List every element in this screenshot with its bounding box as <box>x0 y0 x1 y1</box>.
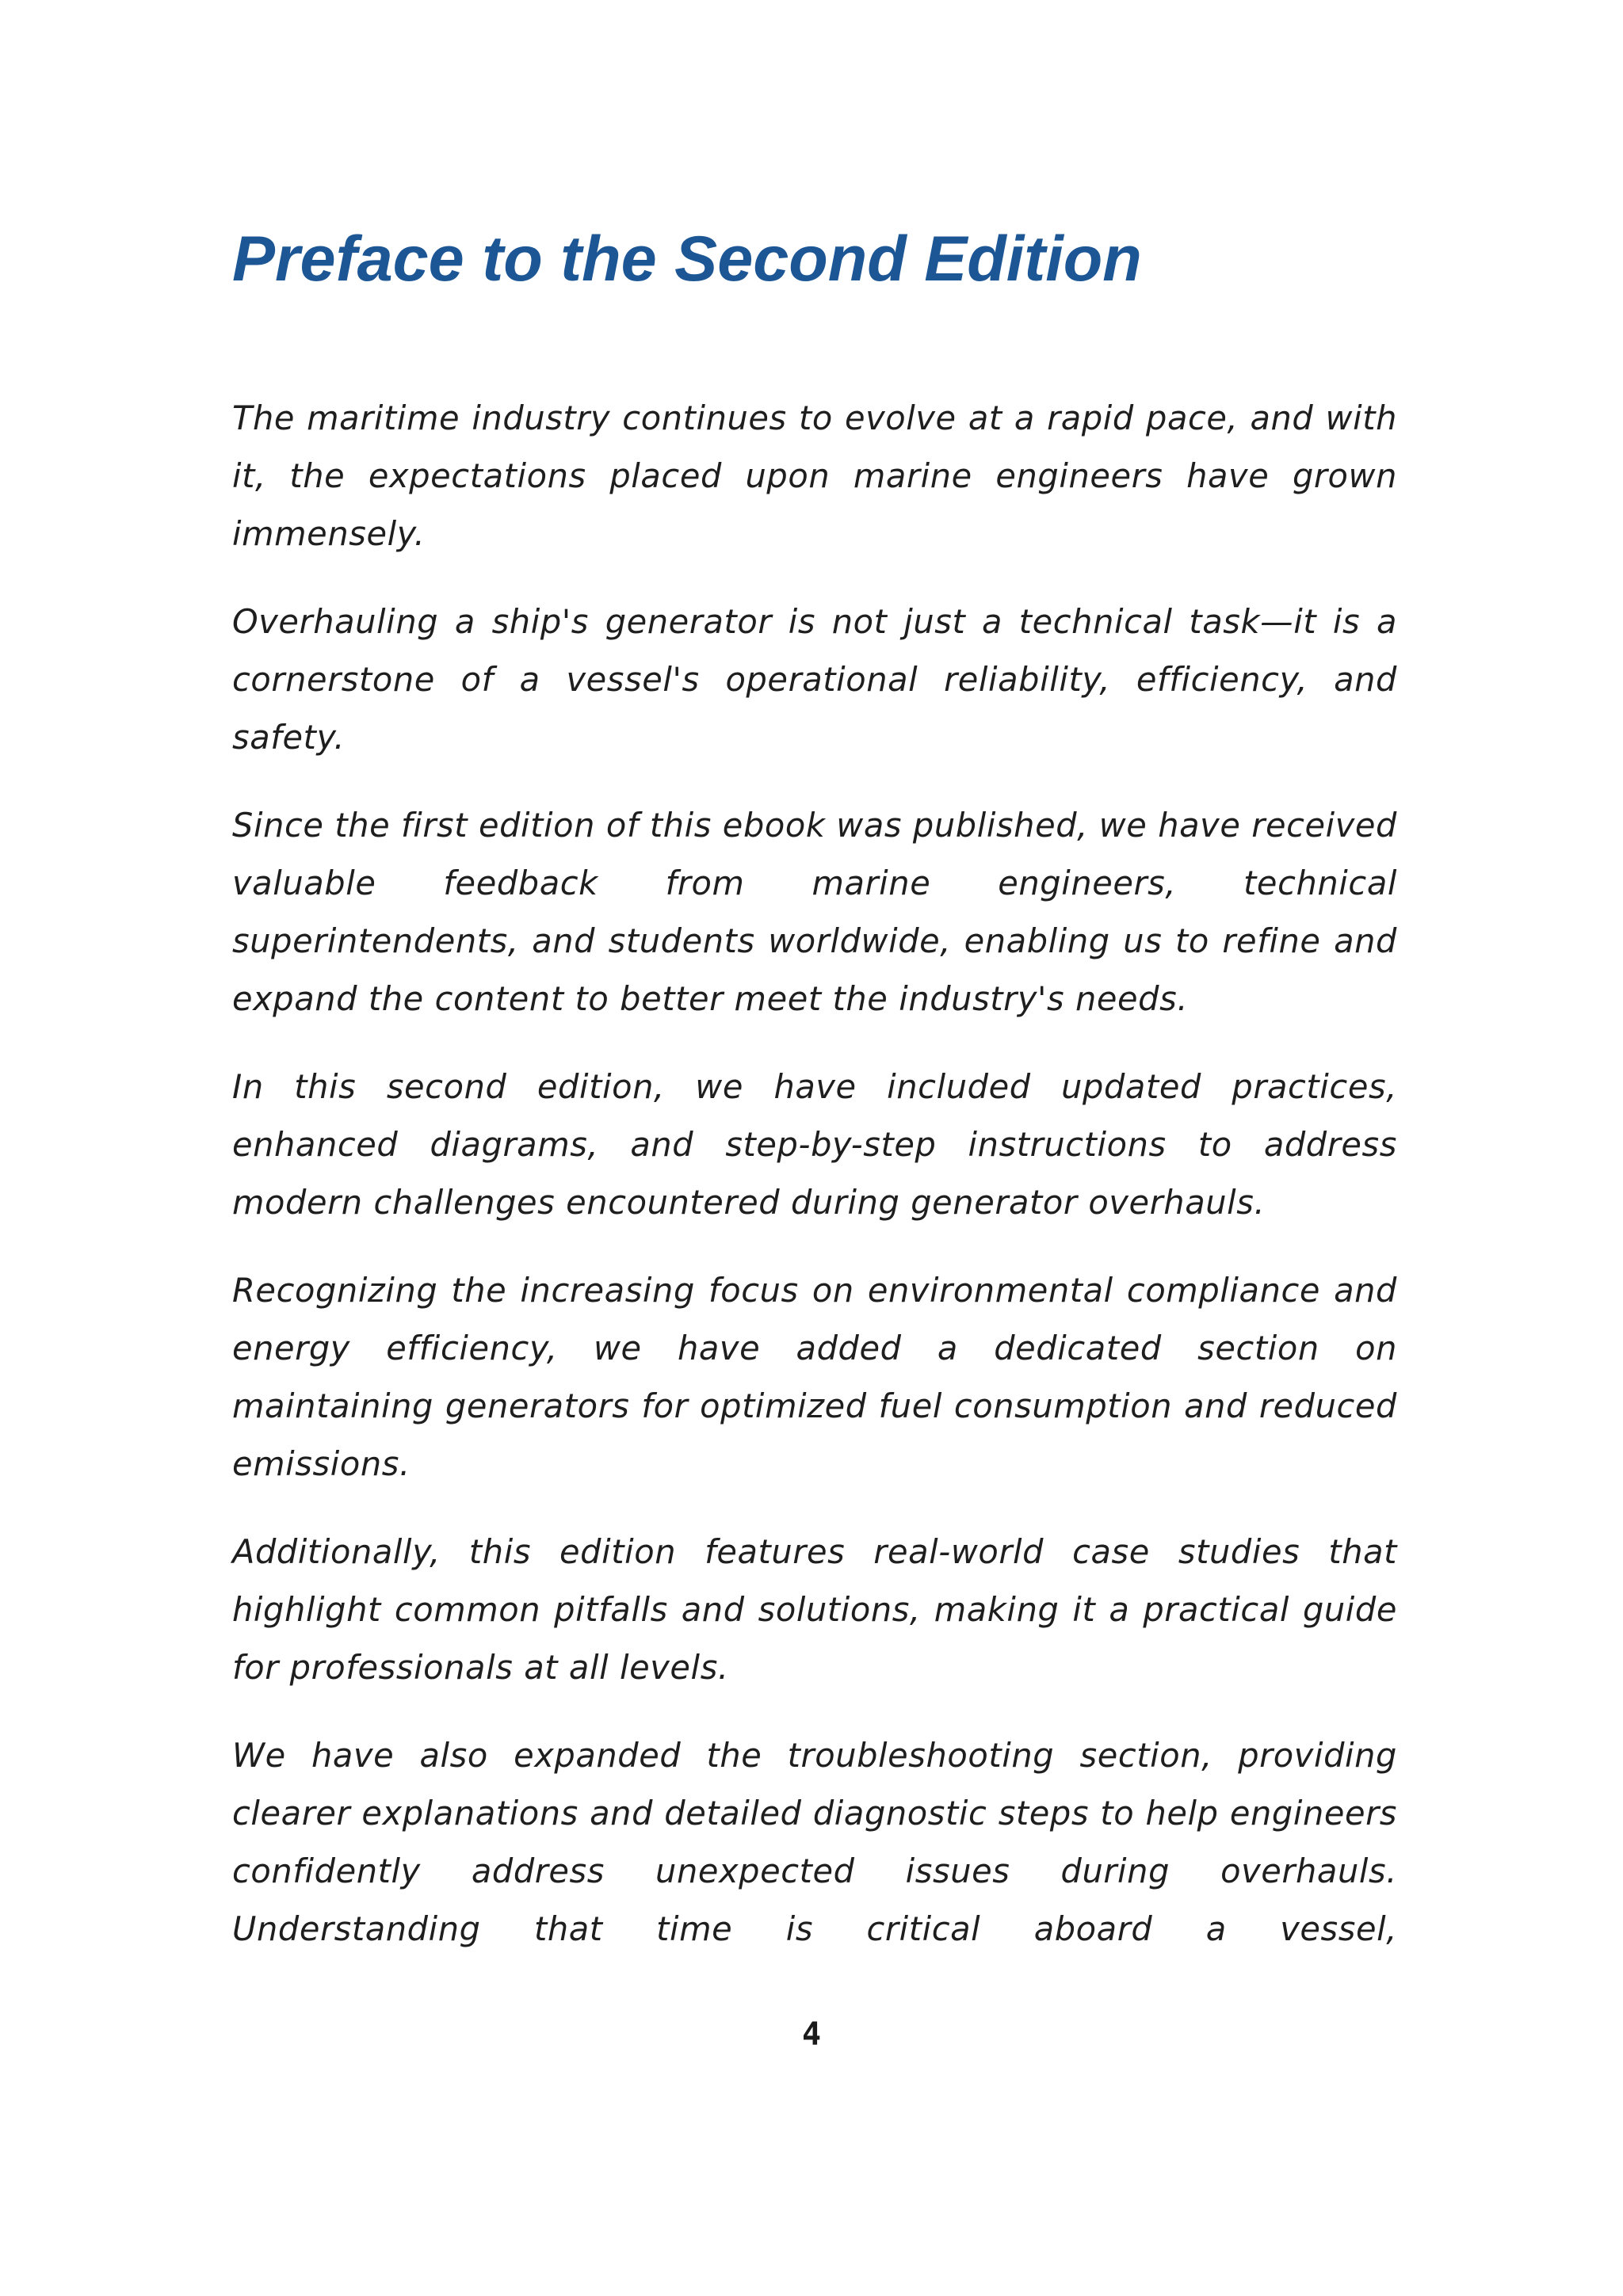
paragraph-case-studies: Additionally, this edition features real-world case studies that highlight common pitfalls and solutions, making it a practical guide for professionals at all levels. <box>232 1532 1397 1687</box>
paragraph-feedback: Since the first edition of this ebook was published, we have received valuable feedback from marine engineers, technical superintendents, and students worldwide, enabling us to refine and expand the content to better meet the industry's needs. <box>232 806 1397 1018</box>
paragraph-industry-evolution: The maritime industry continues to evolve at a rapid pace, and with it, the expectations placed upon marine engineers have grown immensely. <box>232 399 1397 553</box>
paragraph-generator-overhaul: Overhauling a ship's generator is not just a technical task—it is a cornerstone of a vessel's operational reliability, efficiency, and safety. <box>232 602 1397 757</box>
page-number: 4 <box>801 2016 822 2053</box>
page-title: Preface to the Second Edition <box>232 223 1142 295</box>
preface-body <box>232 389 1397 1958</box>
paragraph-environmental: Recognizing the increasing focus on environmental compliance and energy efficiency, we have added a dedicated section on maintaining generators for optimized fuel consumption and reduced emissions. <box>232 1271 1397 1483</box>
paragraph-troubleshooting: We have also expanded the troubleshooting section, providing clearer explanations and detailed diagnostic steps to help engineers confidently address unexpected issues during overhauls. Understanding that time is critical aboard a vessel, <box>232 1736 1397 1948</box>
paragraph-second-edition: In this second edition, we have included updated practices, enhanced diagrams, and step-by-step instructions to address modern challenges encountered during generator overhauls. <box>232 1067 1397 1222</box>
